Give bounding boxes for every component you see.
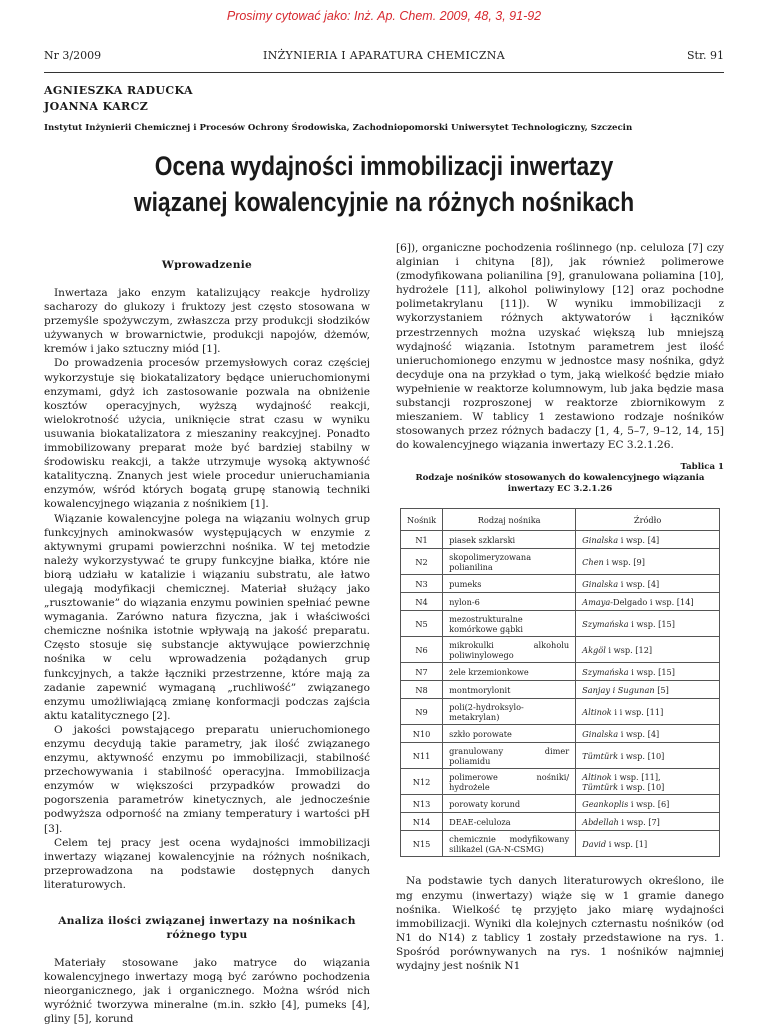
- table-row: [401, 549, 720, 575]
- carrier-source: [576, 681, 720, 699]
- table-caption: Tablica 1: [680, 462, 724, 473]
- carrier-id: N8: [401, 681, 443, 699]
- carrier-source: [576, 795, 720, 813]
- paragraph: Na podstawie tych danych literaturowych określono, ile mg enzymu (inwertazy) wiąże się w 1 gramie danego nośnika. Wielkość tę przyjęto jako miarę wydajności immobilizacji. Wyniki dla kolejnych czternastu nośników (od N1 do N14) z tablicy 1 zostały przedstawione na rys. 1. Spośród porównywanych na rys. 1 nośników najmniej wydajny jest nośnik N1: [396, 875, 724, 972]
- table-title: Rodzaje nośników stosowanych do kowalencyjnego wiązania inwertazy EC 3.2.1.26: [415, 473, 705, 495]
- carrier-id: N1: [401, 531, 443, 549]
- source-author: David: [582, 838, 607, 849]
- table-row: [401, 663, 720, 681]
- article-title: [54, 148, 714, 220]
- table-row: [401, 637, 720, 663]
- left-column: [44, 258, 370, 1027]
- source-ref: i wsp. [15]: [628, 666, 675, 677]
- source-ref: i wsp. [1]: [606, 838, 648, 849]
- source-author: Abdellah: [582, 816, 619, 827]
- carrier-type: poli(2-hydroksylo-metakrylan): [443, 699, 576, 725]
- carrier-id: N11: [401, 743, 443, 769]
- source-author: Altinok: [582, 706, 612, 717]
- authors: [44, 83, 193, 115]
- carrier-id: N3: [401, 575, 443, 593]
- carrier-type: piasek szklarski: [443, 531, 576, 549]
- paragraph: Celem tej pracy jest ocena wydajności immobilizacji inwertazy wiązanej kowalencyjnie na różnych nośnikach, przeprowadzona na podstawie dostępnych danych literaturowych.: [44, 836, 370, 891]
- carrier-source: [576, 593, 720, 611]
- carrier-id: N4: [401, 593, 443, 611]
- source-ref: i wsp. [15]: [628, 618, 675, 629]
- carrier-source: [576, 549, 720, 575]
- carrier-id: N10: [401, 725, 443, 743]
- paragraph: Inwertaza jako enzym katalizujący reakcje hydrolizy sacharozy do glukozy i fruktozy jest często stosowana w przemyśle spożywczym, zwłaszcza przy produkcji słodzików używanych w browarnictwie, produkcji napojów, dżemów, kremów i jako sztuczny miód [1].: [44, 287, 370, 356]
- journal-name: INŻYNIERIA I APARATURA CHEMICZNA: [263, 49, 505, 62]
- column-header: Nośnik: [401, 509, 443, 531]
- carrier-source: [576, 831, 720, 857]
- title-line-2: wiązanej kowalencyjnie na różnych nośnikach: [133, 187, 635, 217]
- source-ref: i wsp. [4]: [618, 578, 660, 589]
- carrier-id: N5: [401, 611, 443, 637]
- table-row: [401, 743, 720, 769]
- carrier-source: [576, 769, 720, 795]
- carrier-type: nylon-6: [443, 593, 576, 611]
- source-author: Szymańska: [582, 666, 629, 677]
- source-author: Sanjay i Sugunan: [582, 684, 655, 695]
- source-ref: i wsp. [11],: [611, 771, 661, 782]
- section-heading-analysis: Analiza ilości związanej inwertazy na nośnikach różnego typu: [58, 915, 356, 942]
- carrier-type: szkło porowate: [443, 725, 576, 743]
- carrier-id: N6: [401, 637, 443, 663]
- carrier-source: [576, 637, 720, 663]
- paragraph: [6]), organiczne pochodzenia roślinnego (np. celuloza [7] czy alginian i chityna [8]), jak również polimerowe (zmodyfikowana polianilina [9], granulowana poliamina [10], hydrożele [11], alkohol poliwinylowy [12] oraz pochodne polimetakrylanu [11]). W wyniku immobilizacji z wykorzystaniem różnych aktywatorów i łączników przestrzennych można uzyskać większą lub mniejszą wydajność wiązania. Istotnym parametrem jest ilość unieruchomionego enzymu w jednostce masy nośnika, gdyż decyduje ona na przykład o tym, jaką wielkość będzie miało wypełnienie w reaktorze kolumnowym, lub jaka będzie masa substancji rozproszonej w reaktorze zbiornikowym z mieszaniem. W tablicy 1 zestawiono rodzaje nośników stosowanych przez różnych badaczy [1, 4, 5–7, 9–12, 14, 15] do kowalencyjnego wiązania inwertazy EC 3.2.1.26.: [396, 242, 724, 452]
- table-row: [401, 593, 720, 611]
- carrier-type: granulowany dimer poliamidu: [443, 743, 576, 769]
- source-author: Ginalska: [582, 578, 619, 589]
- table-row: [401, 681, 720, 699]
- source-author: Ginalska: [582, 728, 619, 739]
- table-row: [401, 699, 720, 725]
- table-row: [401, 795, 720, 813]
- table-row: [401, 575, 720, 593]
- paragraph: Materiały stosowane jako matryce do wiązania kowalencyjnego inwertazy mogą być zarówno pochodzenia nieorganicznego, jak i organicznego. Można wśród nich wyróżnić tworzywa mineralne (m.in. szkło [4], pumeks [4], gliny [5], korund: [44, 957, 370, 1026]
- carrier-type: skopolimeryzowana polianilina: [443, 549, 576, 575]
- carrier-type: żele krzemionkowe: [443, 663, 576, 681]
- table-row: [401, 725, 720, 743]
- carrier-source: [576, 531, 720, 549]
- carrier-source: [576, 663, 720, 681]
- table-row: [401, 813, 720, 831]
- source-ref: i wsp. [10]: [618, 781, 665, 792]
- carrier-type: DEAE-celuloza: [443, 813, 576, 831]
- source-ref: i wsp. [7]: [618, 816, 660, 827]
- carrier-id: N2: [401, 549, 443, 575]
- source-ref: i wsp. [12]: [605, 644, 653, 655]
- source-ref: i wsp. [10]: [618, 750, 665, 761]
- source-ref: i wsp. [4]: [618, 728, 660, 739]
- carrier-type: mikrokulki alkoholu poliwinylowego: [443, 637, 576, 663]
- carrier-type: montmorylonit: [443, 681, 576, 699]
- carrier-source: [576, 813, 720, 831]
- table-row: [401, 531, 720, 549]
- paragraph: Do prowadzenia procesów przemysłowych coraz częściej wykorzystuje się biokatalizatory będące unieruchomionymi enzymami, gdyż ich zastosowanie pozwala na obniżenie kosztów operacyjnych, wyższą wydajność reakcji, wielokrotność użycia, uniknięcie strat czasu w wyniku usuwania biokatalizatora z mieszaniny reakcyjnej. Ponadto immobilizowany preparat może być bardziej stabilny w środowisku reakcji, a także utrzymuje wysoką aktywność katalityczną. Znanych jest wiele procedur unieruchamiania enzymów, wśród których bogatą grupę stanowią techniki kowalencyjnego wiązania z nośnikiem [1].: [44, 357, 370, 511]
- table-row: [401, 611, 720, 637]
- carrier-id: N14: [401, 813, 443, 831]
- column-header: Rodzaj nośnika: [443, 509, 576, 531]
- paragraph: Wiązanie kowalencyjne polega na wiązaniu wolnych grup funkcyjnych aminokwasów występujących w enzymie z aktywnymi grupami powierzchni nośnika. W tej metodzie należy wykorzystywać te grupy funkcyjne białka, które nie biorą udziału w katalizie i wiązaniu substratu, ale łatwo ulegają modyfikacji chemicznej. Materiał służący jako „rusztowanie” do wiązania enzymu powinien spełniać pewne wymagania. Zarówno natura fizyczna, jak i właściwości chemiczne nośnika istotnie wpływają na jakość preparatu. Często stosuje się substancje aktywujące powierzchnię nośnika w celu wprowadzenia pożądanych grup funkcyjnych, a także łączniki przestrzenne, które mają za zadanie zapewnić wymaganą „ruchliwość” związanego enzymu umożliwiającą zmianę konformacji podczas zajścia aktu katalitycznego [2].: [44, 512, 370, 722]
- paragraph: O jakości powstającego preparatu unieruchomionego enzymu decydują takie parametry, jak ilość związanego enzymu, aktywność enzymu po immobilizacji, stabilność przechowywania i stabilność operacyjna. Immobilizacja enzymów w większości przypadków prowadzi do pogorszenia parametrów kinetycznych, ale jednocześnie podwyższa odporność na zmiany temperatury i wartości pH [3].: [44, 723, 370, 835]
- carrier-source: [576, 575, 720, 593]
- carrier-source: [576, 725, 720, 743]
- source-ref: i i wsp. [11]: [611, 706, 664, 717]
- source-ref: [5]: [654, 684, 669, 695]
- issue-number: Nr 3/2009: [44, 49, 102, 62]
- source-author: Tümtürk: [582, 750, 619, 761]
- source-author: Altinok: [582, 771, 612, 782]
- section-heading-intro: Wprowadzenie: [161, 259, 253, 271]
- carrier-type: porowaty korund: [443, 795, 576, 813]
- table-row: [401, 769, 720, 795]
- carrier-source: [576, 743, 720, 769]
- table-row: [401, 831, 720, 857]
- carrier-id: N9: [401, 699, 443, 725]
- source-author: Tümtürk: [582, 781, 619, 792]
- right-column: [396, 241, 724, 973]
- affiliation: Instytut Inżynierii Chemicznej i Procesów Ochrony Środowiska, Zachodniopomorski Uniwersytet Technologiczny, Szczecin: [44, 123, 633, 133]
- source-author: Akgöl: [582, 644, 606, 655]
- column-header: Źródło: [576, 509, 720, 531]
- carrier-type: chemicznie modyfikowany silikażel (GA-N-CSMG): [443, 831, 576, 857]
- author-1: AGNIESZKA RADUCKA: [44, 84, 193, 97]
- carrier-id: N13: [401, 795, 443, 813]
- source-author: Geankoplis: [582, 798, 629, 809]
- source-ref: -Delgado i wsp. [14]: [610, 596, 694, 607]
- carrier-id: N12: [401, 769, 443, 795]
- carrier-source: [576, 699, 720, 725]
- carrier-type: pumeks: [443, 575, 576, 593]
- source-author: Amaya: [582, 596, 611, 607]
- source-author: Szymańska: [582, 618, 629, 629]
- carrier-id: N15: [401, 831, 443, 857]
- carrier-source: [576, 611, 720, 637]
- source-author: Chen: [582, 556, 604, 567]
- citation-note: Prosimy cytować jako: Inż. Ap. Chem. 2009, 48, 3, 91-92: [226, 9, 542, 23]
- source-author: Ginalska: [582, 534, 619, 545]
- title-line-1: Ocena wydajności immobilizacji inwertazy: [154, 151, 614, 181]
- carriers-table: [400, 508, 720, 857]
- source-ref: i wsp. [6]: [628, 798, 670, 809]
- table-header-row: [401, 509, 720, 531]
- carrier-id: N7: [401, 663, 443, 681]
- header-rule: [44, 72, 724, 73]
- author-2: JOANNA KARCZ: [44, 100, 149, 113]
- source-ref: i wsp. [4]: [618, 534, 660, 545]
- carrier-type: mezostrukturalne komórkowe gąbki: [443, 611, 576, 637]
- source-ref: i wsp. [9]: [603, 556, 645, 567]
- page-number: Str. 91: [687, 49, 724, 62]
- carrier-type: polimerowe nośniki/ hydrożele: [443, 769, 576, 795]
